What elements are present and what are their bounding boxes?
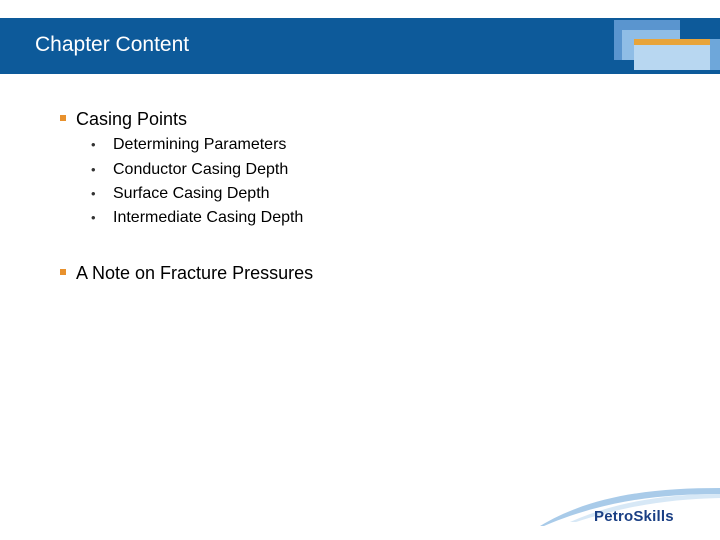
sub-bullet-item	[91, 135, 286, 155]
sub-bullet-item	[91, 160, 288, 180]
sub-bullet-label: Determining Parameters	[113, 136, 287, 153]
slide-title: Chapter Content	[35, 33, 190, 56]
sub-bullet-label: Surface Casing Depth	[113, 185, 270, 202]
bullet-dot-icon: •	[91, 210, 96, 225]
bullet-dot-icon: •	[91, 137, 96, 152]
sub-bullet-label: Conductor Casing Depth	[113, 161, 289, 178]
sub-bullet-item	[91, 184, 270, 204]
bullet-dot-icon: •	[91, 162, 96, 177]
corner-decoration-graphic	[612, 20, 720, 72]
bullet-fracture-pressures	[60, 262, 313, 284]
bullet-casing-points	[60, 108, 187, 130]
sub-bullet-label: Intermediate Casing Depth	[113, 209, 304, 226]
sub-bullet-item	[91, 208, 303, 228]
bullet-dot-icon: •	[91, 186, 96, 201]
bullet-label: A Note on Fracture Pressures	[76, 263, 314, 283]
square-bullet-icon	[60, 269, 66, 275]
square-bullet-icon	[60, 115, 66, 121]
bullet-label: Casing Points	[76, 109, 188, 129]
petroskills-logo: PetroSkills	[594, 508, 674, 525]
